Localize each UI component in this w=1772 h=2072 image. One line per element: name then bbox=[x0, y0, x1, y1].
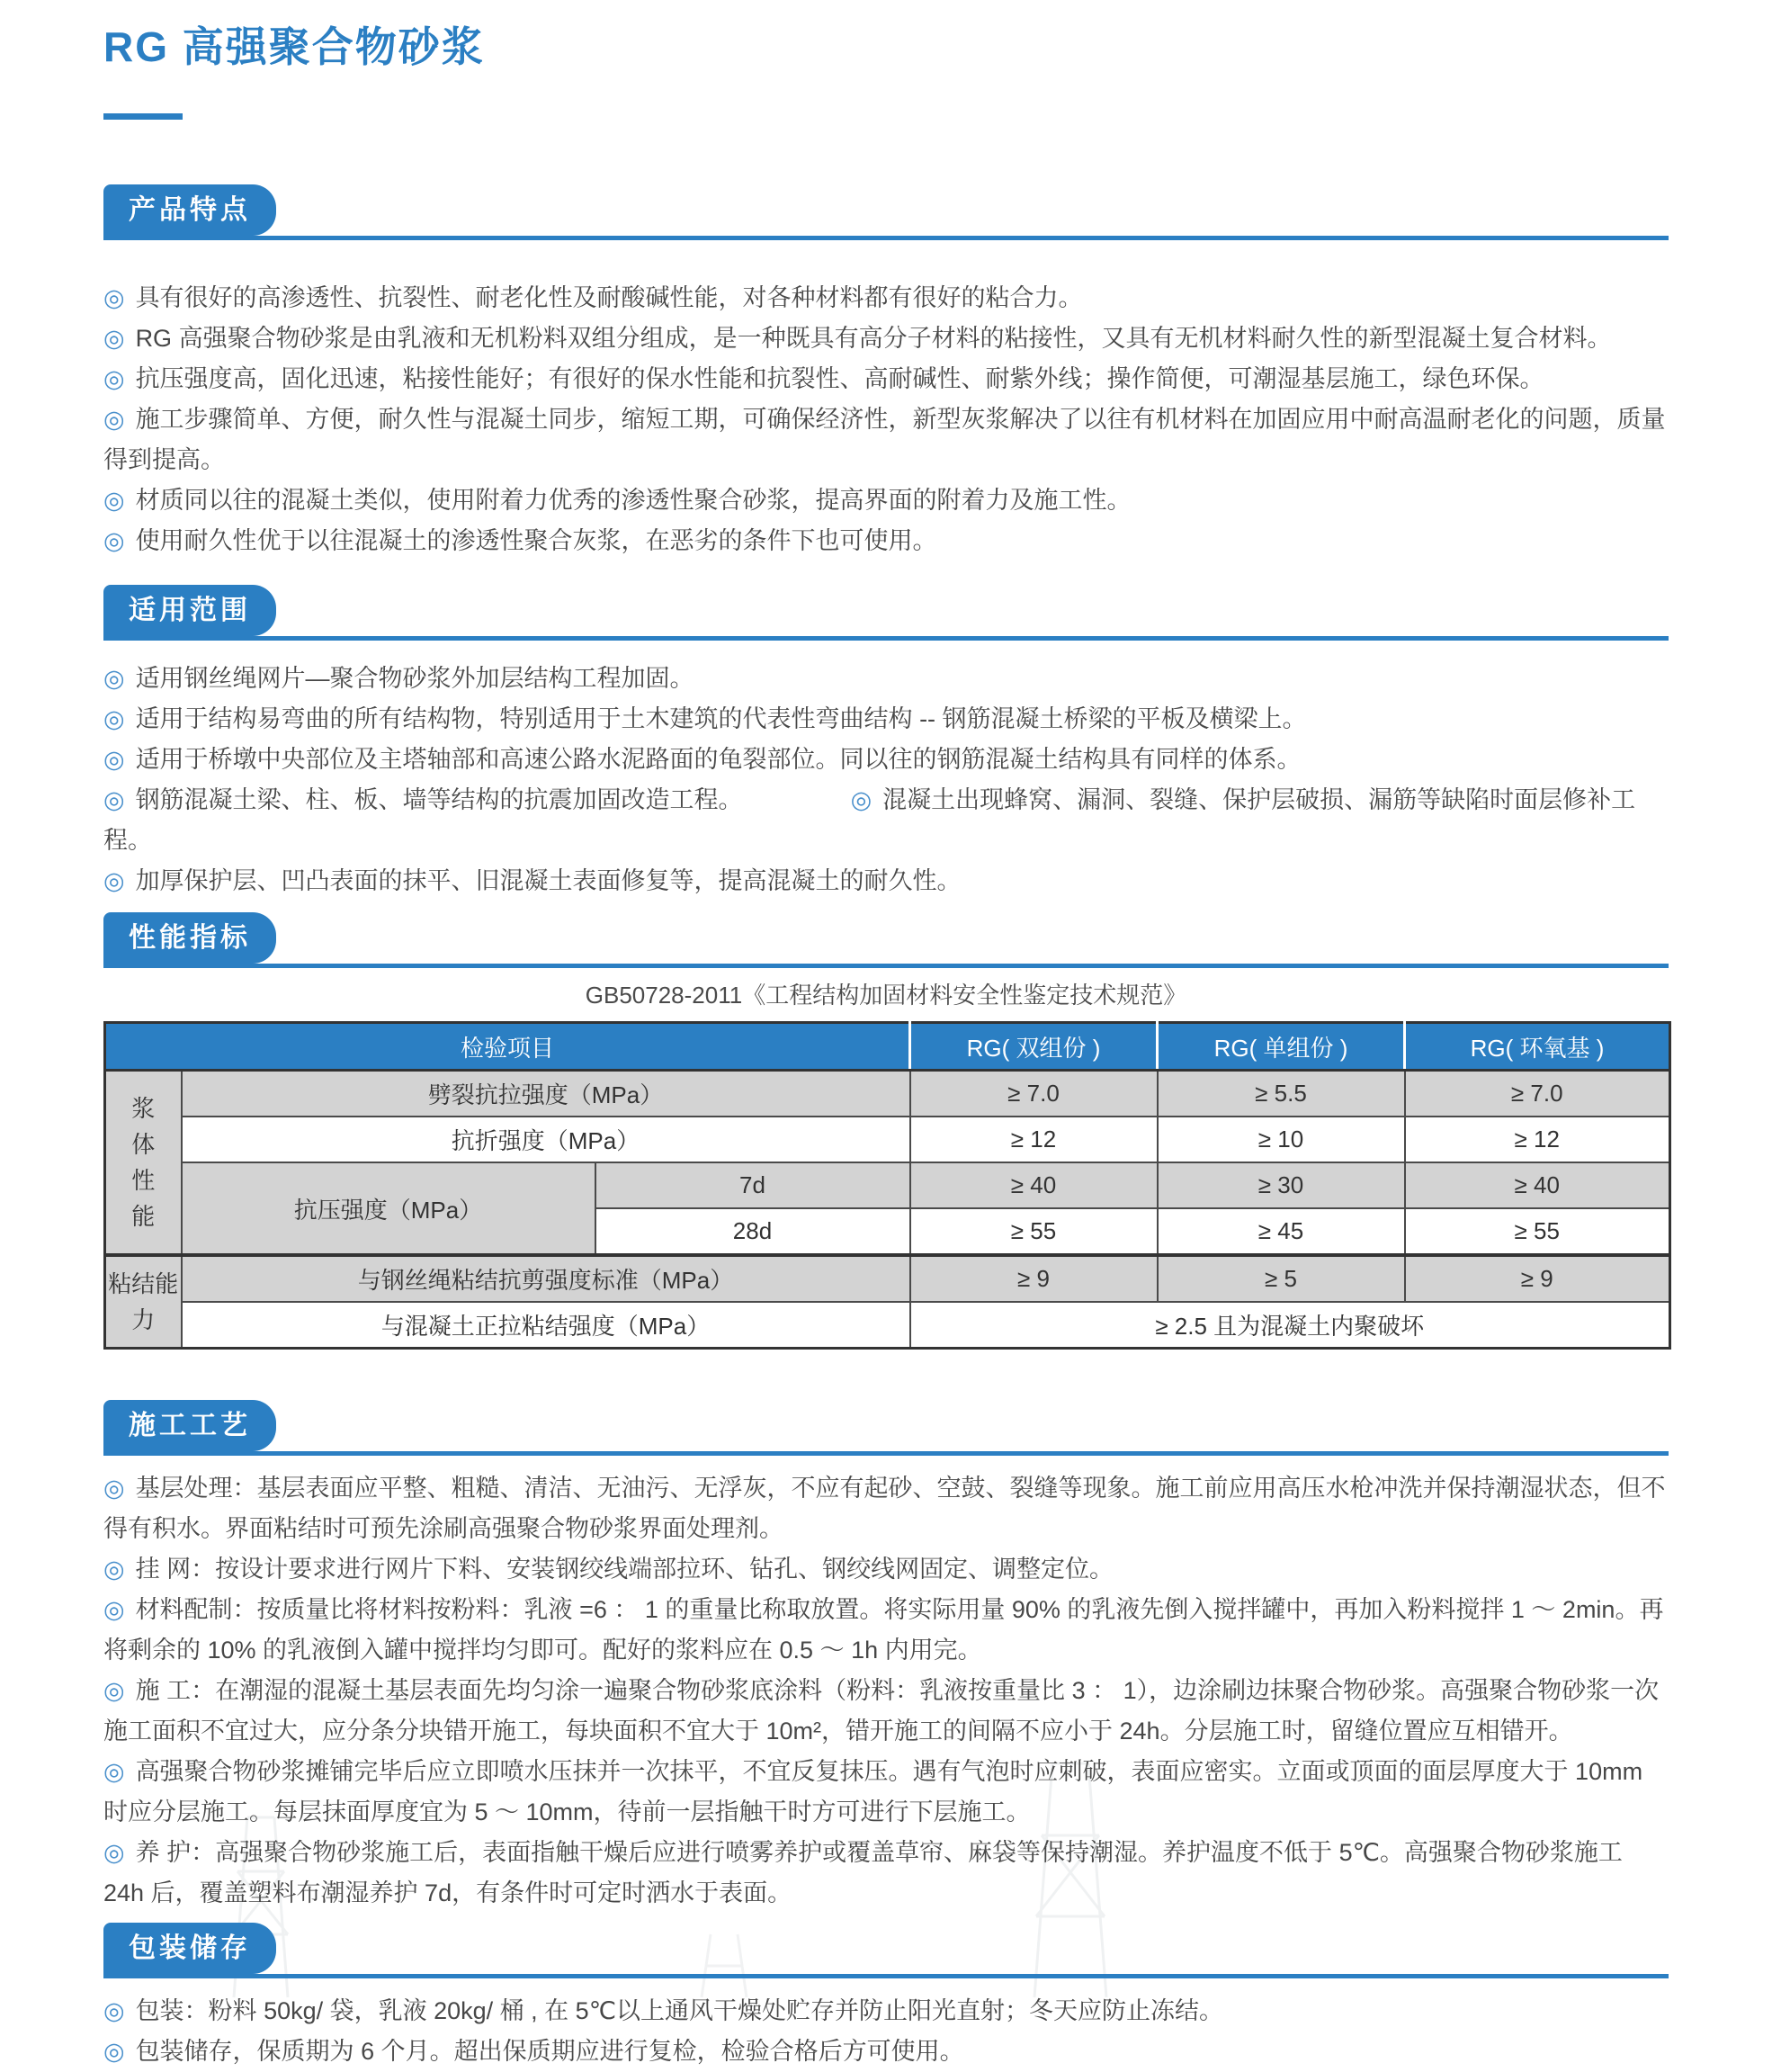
bullet-icon: ◎ bbox=[103, 1758, 125, 1785]
performance-table bbox=[103, 1021, 1671, 1350]
table-row-shear bbox=[105, 1255, 1670, 1302]
bullet-icon: ◎ bbox=[103, 1997, 125, 2024]
features-badge: 产品特点 bbox=[103, 184, 276, 236]
bullet-icon: ◎ bbox=[103, 746, 125, 773]
scope-list bbox=[103, 659, 1669, 901]
cell-value: ≥ 12 bbox=[1405, 1117, 1670, 1162]
cell-value: ≥ 9 bbox=[1405, 1255, 1670, 1302]
cell-value: ≥ 5.5 bbox=[1158, 1071, 1405, 1117]
cell-value: ≥ 55 bbox=[910, 1208, 1158, 1255]
cell-value: ≥ 5 bbox=[1158, 1255, 1405, 1302]
cell-label: 与钢丝绳粘结抗剪强度标准（MPa） bbox=[182, 1255, 910, 1302]
table-row-flexural bbox=[105, 1117, 1670, 1162]
list-item-text: 养 护：高强聚合物砂浆施工后，表面指触干燥后应进行喷雾养护或覆盖草帘、麻袋等保持潮湿。养护温度不低于 5℃。高强聚合物砂浆施工 24h 后，覆盖塑料布潮湿养护 7d，有条件时可定时洒水于表面。 bbox=[103, 1839, 1623, 1906]
list-item bbox=[103, 2032, 1669, 2072]
packaging-header bbox=[103, 1923, 1669, 1978]
bullet-icon: ◎ bbox=[103, 406, 125, 433]
bullet-icon: ◎ bbox=[103, 2038, 125, 2065]
list-item bbox=[103, 740, 1669, 780]
cell-value: ≥ 40 bbox=[910, 1162, 1158, 1208]
list-item bbox=[103, 1590, 1669, 1671]
process-badge: 施工工艺 bbox=[103, 1400, 276, 1451]
list-item-text: 材质同以往的混凝土类似，使用附着力优秀的渗透性聚合砂浆，提高界面的附着力及施工性。 bbox=[135, 487, 1132, 514]
cell-value: ≥ 10 bbox=[1158, 1117, 1405, 1162]
bullet-icon: ◎ bbox=[103, 487, 125, 514]
list-item-text: 钢筋混凝土梁、柱、板、墙等结构的抗震加固改造工程。 bbox=[135, 786, 743, 813]
list-item-text: 材料配制：按质量比将材料按粉料：乳液 =6 ： 1 的重量比称取放置。将实际用量 90% 的乳液先倒入搅拌罐中，再加入粉料搅拌 1 ～ 2min。再将剩余的 10% 的乳液倒入罐中搅拌均匀即可。配好的浆料应在 0.5 ～ 1h 内用完。 bbox=[103, 1596, 1664, 1664]
bullet-icon: ◎ bbox=[850, 786, 873, 813]
cell-value: ≥ 12 bbox=[910, 1117, 1158, 1162]
list-item-text: 施工步骤简单、方便，耐久性与混凝土同步，缩短工期，可确保经济性，新型灰浆解决了以往有机材料在加固应用中耐高温耐老化的问题，质量得到提高。 bbox=[103, 406, 1666, 473]
header-cell-rg-single: RG( 单组份 ) bbox=[1158, 1023, 1405, 1071]
list-item-text: RG 高强聚合物砂浆是由乳液和无机粉料双组分组成，是一种既具有高分子材料的粘接性，又具有无机材料耐久性的新型混凝土复合材料。 bbox=[135, 325, 1612, 352]
bullet-icon: ◎ bbox=[103, 665, 125, 692]
group-cell-bond: 粘结能 力 bbox=[105, 1255, 182, 1349]
list-item-text: 施 工：在潮湿的混凝土基层表面先均匀涂一遍聚合物砂浆底涂料（粉料：乳液按重量比 3 ： 1），边涂刷边抹聚合物砂浆。高强聚合物砂浆一次施工面积不宜过大，应分条分块错开施工，每块面积不宜大于 10m²，错开施工的间隔不应小于 24h。分层施工时，留缝位置应互相错开。 bbox=[103, 1677, 1660, 1745]
header-cell-rg-double: RG( 双组份 ) bbox=[910, 1023, 1158, 1071]
list-item bbox=[103, 359, 1669, 399]
list-item bbox=[103, 399, 1669, 480]
bullet-icon: ◎ bbox=[103, 284, 125, 311]
header-cell-item: 检验项目 bbox=[105, 1023, 910, 1071]
performance-header bbox=[103, 912, 1669, 968]
section-process bbox=[103, 1400, 1669, 1914]
process-list bbox=[103, 1468, 1669, 1914]
packaging-badge: 包装储存 bbox=[103, 1923, 276, 1974]
bullet-icon: ◎ bbox=[103, 786, 125, 813]
list-item-text: 适用于桥墩中央部位及主塔轴部和高速公路水泥路面的龟裂部位。同以往的钢筋混凝土结构具有同样的体系。 bbox=[135, 746, 1302, 773]
cell-value: ≥ 9 bbox=[910, 1255, 1158, 1302]
list-item bbox=[103, 1991, 1669, 2032]
list-item-text: 使用耐久性优于以往混凝土的渗透性聚合灰浆，在恶劣的条件下也可使用。 bbox=[135, 527, 937, 554]
section-performance bbox=[103, 912, 1669, 1350]
bullet-icon: ◎ bbox=[103, 527, 125, 554]
list-item-text: 包装：粉料 50kg/ 袋，乳液 20kg/ 桶 , 在 5℃以上通风干燥处贮存并防止阳光直射；冬天应防止冻结。 bbox=[135, 1997, 1224, 2024]
bullet-icon: ◎ bbox=[103, 325, 125, 352]
list-item-text: 具有很好的高渗透性、抗裂性、耐老化性及耐酸碱性能，对各种材料都有很好的粘合力。 bbox=[135, 284, 1083, 311]
features-header bbox=[103, 184, 1669, 240]
section-packaging bbox=[103, 1923, 1669, 2072]
list-item-pair bbox=[103, 780, 1669, 861]
group-cell-slurry: 浆 体 性 能 bbox=[105, 1071, 182, 1256]
list-item bbox=[103, 1549, 1669, 1590]
cell-label-compressive: 抗压强度（MPa） bbox=[182, 1162, 595, 1255]
list-item-text: 基层处理：基层表面应平整、粗糙、清洁、无油污、无浮灰，不应有起砂、空鼓、裂缝等现象。施工前应用高压水枪冲洗并保持潮湿状态，但不得有积水。界面粘结时可预先涂刷高强聚合物砂浆界面处理剂。 bbox=[103, 1475, 1666, 1542]
cell-value: ≥ 55 bbox=[1405, 1208, 1670, 1255]
list-item bbox=[103, 480, 1669, 521]
bullet-icon: ◎ bbox=[103, 705, 125, 732]
list-item bbox=[103, 1752, 1669, 1833]
process-header bbox=[103, 1400, 1669, 1456]
scope-header bbox=[103, 585, 1669, 641]
list-item bbox=[103, 1833, 1669, 1914]
list-item-text: 适用于结构易弯曲的所有结构物，特别适用于土木建筑的代表性弯曲结构 -- 钢筋混凝土桥梁的平板及横梁上。 bbox=[135, 705, 1307, 732]
header-cell-rg-epoxy: RG( 环氧基 ) bbox=[1405, 1023, 1670, 1071]
list-item-text: 适用钢丝绳网片—聚合物砂浆外加层结构工程加固。 bbox=[135, 665, 694, 692]
cell-label: 与混凝土正拉粘结强度（MPa） bbox=[182, 1302, 910, 1349]
list-item-text: 包装储存，保质期为 6 个月。超出保质期应进行复检，检验合格后方可使用。 bbox=[135, 2038, 964, 2065]
bullet-icon: ◎ bbox=[103, 1677, 125, 1704]
table-header-row bbox=[105, 1023, 1670, 1071]
bullet-icon: ◎ bbox=[103, 1839, 125, 1866]
list-item bbox=[103, 521, 1669, 561]
list-item-text: 加厚保护层、凹凸表面的抹平、旧混凝土表面修复等，提高混凝土的耐久性。 bbox=[135, 867, 962, 894]
title-underline bbox=[103, 113, 183, 120]
list-item-text: 混凝土出现蜂窝、漏洞、裂缝、保护层破损、漏筋等缺陷时面层修补工程。 bbox=[103, 786, 1636, 854]
page-title: RG 高强聚合物砂浆 bbox=[103, 23, 485, 70]
list-item bbox=[103, 278, 1669, 318]
cell-value: ≥ 40 bbox=[1405, 1162, 1670, 1208]
bullet-icon: ◎ bbox=[103, 365, 125, 392]
cell-value-merged: ≥ 2.5 且为混凝土内聚破坏 bbox=[910, 1302, 1670, 1349]
cell-value: ≥ 30 bbox=[1158, 1162, 1405, 1208]
scope-badge: 适用范围 bbox=[103, 585, 276, 636]
features-list bbox=[103, 278, 1669, 561]
cell-sub-28d: 28d bbox=[595, 1208, 910, 1255]
performance-badge: 性能指标 bbox=[103, 912, 276, 964]
section-features bbox=[103, 184, 1669, 561]
list-item bbox=[103, 1671, 1669, 1752]
list-item-text: 挂 网：按设计要求进行网片下料、安装钢绞线端部拉环、钻孔、钢绞线网固定、调整定位。 bbox=[135, 1556, 1114, 1583]
packaging-list bbox=[103, 1991, 1669, 2072]
cell-sub-7d: 7d bbox=[595, 1162, 910, 1208]
list-item bbox=[103, 659, 1669, 699]
table-row-split-tensile bbox=[105, 1071, 1670, 1117]
list-item bbox=[103, 861, 1669, 901]
bullet-icon: ◎ bbox=[103, 1596, 125, 1623]
list-item-text: 抗压强度高，固化迅速，粘接性能好；有很好的保水性能和抗裂性、高耐碱性、耐紫外线；操作简便，可潮湿基层施工，绿色环保。 bbox=[135, 365, 1544, 392]
cell-label: 劈裂抗拉强度（MPa） bbox=[182, 1071, 910, 1117]
list-item bbox=[103, 699, 1669, 740]
bullet-icon: ◎ bbox=[103, 1556, 125, 1583]
bullet-icon: ◎ bbox=[103, 1475, 125, 1502]
cell-value: ≥ 7.0 bbox=[1405, 1071, 1670, 1117]
bullet-icon: ◎ bbox=[103, 867, 125, 894]
cell-label: 抗折强度（MPa） bbox=[182, 1117, 910, 1162]
table-row-pull-bond bbox=[105, 1302, 1670, 1349]
list-item-text: 高强聚合物砂浆摊铺完毕后应立即喷水压抹并一次抹平，不宜反复抹压。遇有气泡时应刺破，表面应密实。立面或顶面的面层厚度大于 10mm 时应分层施工。每层抹面厚度宜为 5 ～ 10mm，待前一层指触干时方可进行下层施工。 bbox=[103, 1758, 1643, 1825]
cell-value: ≥ 45 bbox=[1158, 1208, 1405, 1255]
cell-value: ≥ 7.0 bbox=[910, 1071, 1158, 1117]
table-row-compressive-7d bbox=[105, 1162, 1670, 1208]
table-caption: GB50728-2011《工程结构加固材料安全性鉴定技术规范》 bbox=[585, 982, 1187, 1009]
list-item bbox=[103, 1468, 1669, 1549]
section-scope bbox=[103, 585, 1669, 901]
list-item bbox=[103, 318, 1669, 359]
